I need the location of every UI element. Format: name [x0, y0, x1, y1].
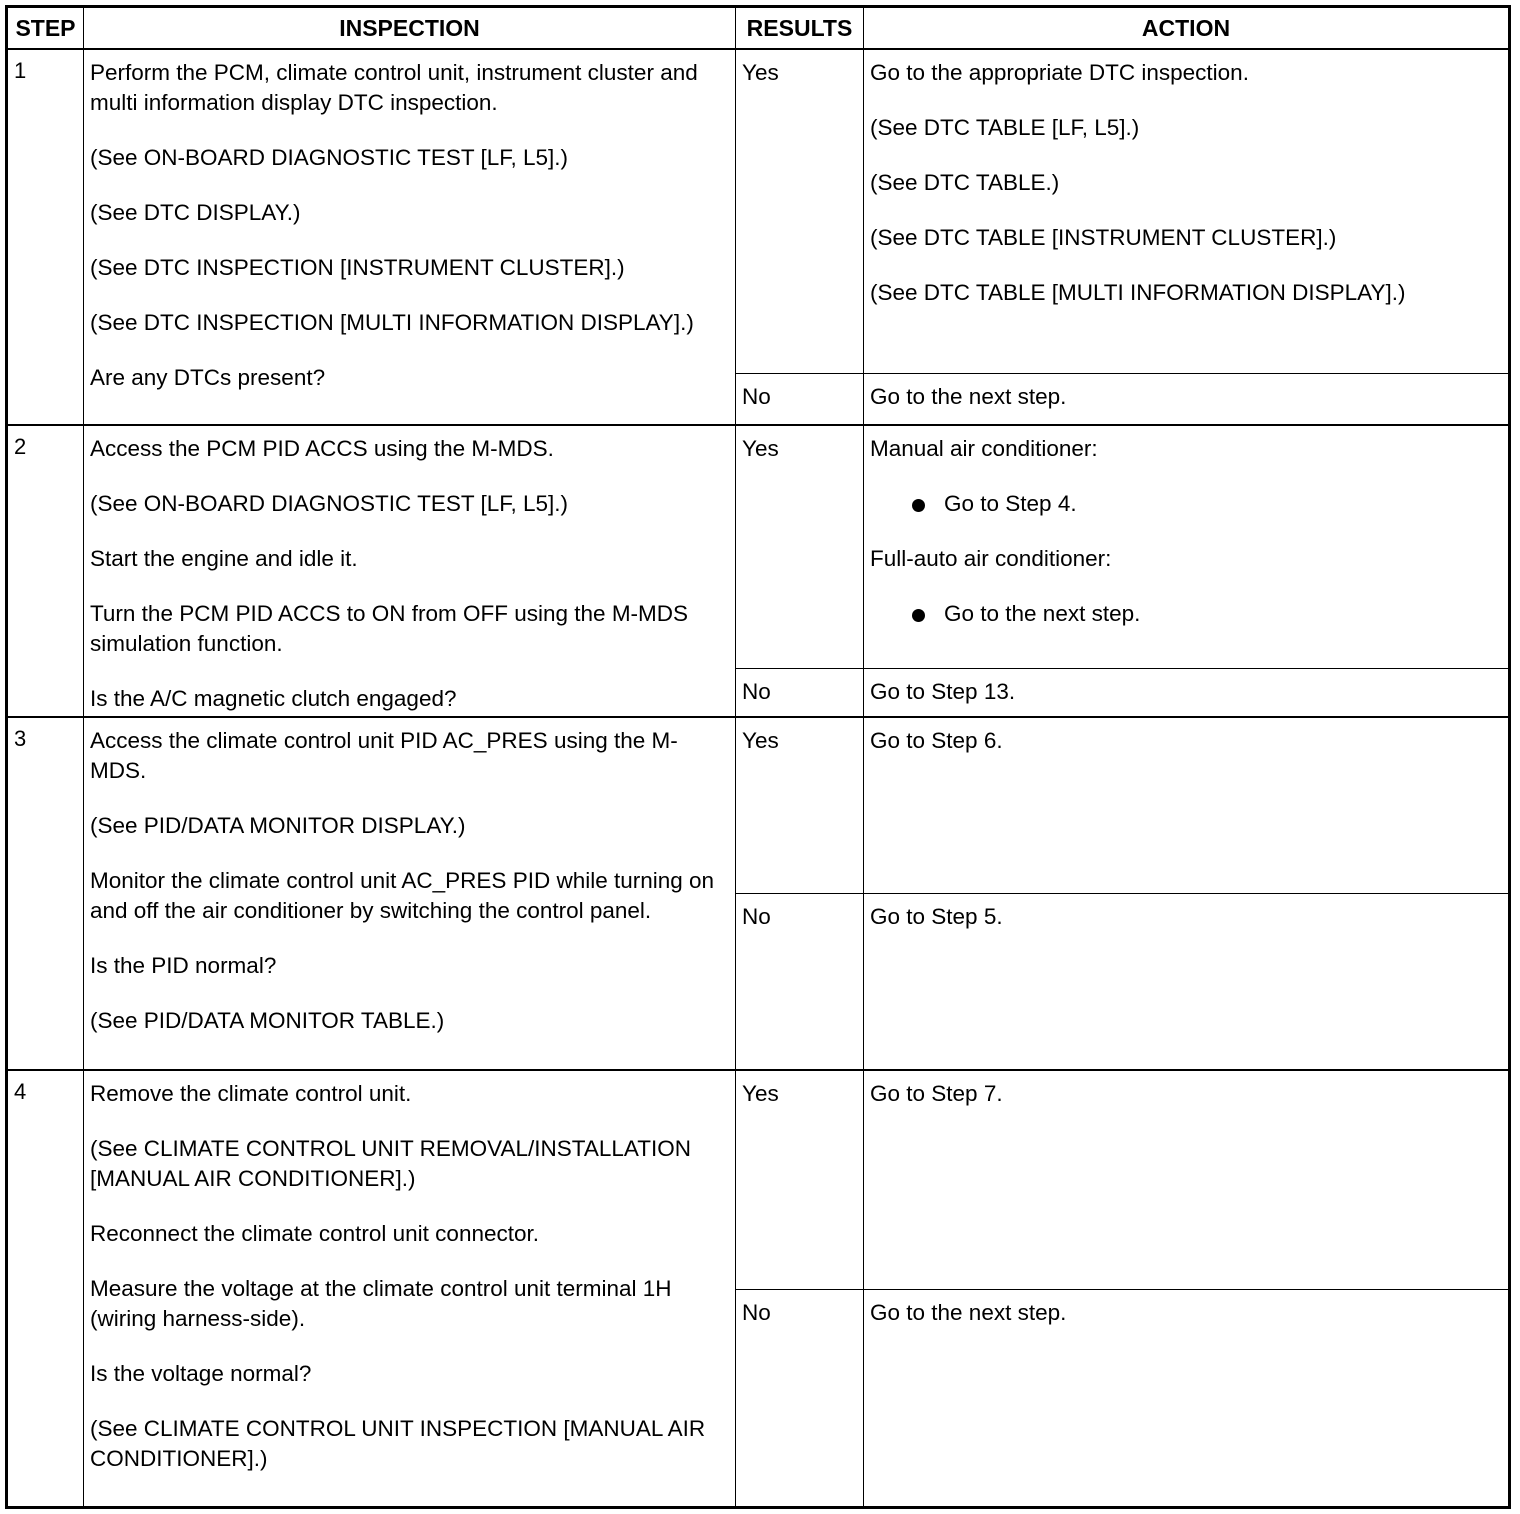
inspection-text: (See CLIMATE CONTROL UNIT INSPECTION [MANUAL AIR CONDITIONER].)	[90, 1416, 706, 1472]
inspection-question: Is the PID normal?	[90, 952, 277, 978]
result-no: No	[736, 894, 864, 1070]
step-inspection	[84, 49, 736, 425]
inspection-text: Perform the PCM, climate control unit, instrument cluster and multi information display DTC inspection.	[90, 60, 698, 115]
action-text: Full-auto air conditioner:	[870, 546, 1112, 572]
step-inspection	[84, 425, 736, 716]
action-text: Manual air conditioner:	[870, 436, 1098, 462]
step-number: 1	[7, 49, 84, 425]
action-yes	[864, 49, 1510, 373]
inspection-text: Remove the climate control unit.	[90, 1081, 412, 1107]
step-inspection	[84, 1070, 736, 1507]
step-4-yes-row	[7, 1070, 1510, 1289]
diagnostic-table	[5, 5, 1511, 1509]
step-1-yes-row	[7, 49, 1510, 373]
inspection-text: (See PID/DATA MONITOR TABLE.)	[90, 1007, 445, 1033]
action-no: Go to the next step.	[864, 373, 1510, 425]
result-yes: Yes	[736, 49, 864, 373]
step-number: 3	[7, 717, 84, 1070]
inspection-question: Is the A/C magnetic clutch engaged?	[90, 686, 457, 712]
header-step: STEP	[7, 7, 84, 50]
result-yes: Yes	[736, 425, 864, 668]
result-yes: Yes	[736, 717, 864, 894]
header-action: ACTION	[864, 7, 1510, 50]
header-inspection: INSPECTION	[84, 7, 736, 50]
action-yes: Go to Step 7.	[864, 1070, 1510, 1289]
bullet-item	[910, 599, 1502, 629]
bullet-dot-icon	[912, 609, 925, 622]
inspection-text: Start the engine and idle it.	[90, 546, 358, 572]
action-no: Go to the next step.	[864, 1289, 1510, 1507]
result-no: No	[736, 373, 864, 425]
inspection-text: Access the climate control unit PID AC_PRES using the M-MDS.	[90, 727, 678, 783]
action-no: Go to Step 5.	[864, 894, 1510, 1070]
step-2-yes-row	[7, 425, 1510, 668]
inspection-text: (See DTC DISPLAY.)	[90, 200, 301, 225]
step-inspection	[84, 717, 736, 1070]
inspection-question: Is the voltage normal?	[90, 1361, 312, 1387]
action-yes	[864, 425, 1510, 668]
action-text: (See DTC TABLE.)	[870, 170, 1060, 195]
header-results: RESULTS	[736, 7, 864, 50]
inspection-text: (See ON-BOARD DIAGNOSTIC TEST [LF, L5].)	[90, 145, 569, 170]
inspection-text: Measure the voltage at the climate control unit terminal 1H (wiring harness-side).	[90, 1276, 672, 1332]
header-row	[7, 7, 1510, 50]
bullet-item	[910, 489, 1502, 519]
step-3-yes-row	[7, 717, 1510, 894]
inspection-text: (See DTC INSPECTION [INSTRUMENT CLUSTER].)	[90, 255, 625, 280]
action-text: Go to the appropriate DTC inspection.	[870, 60, 1249, 85]
inspection-text: (See CLIMATE CONTROL UNIT REMOVAL/INSTALLATION [MANUAL AIR CONDITIONER].)	[90, 1136, 691, 1192]
step-number: 4	[7, 1070, 84, 1507]
action-text: (See DTC TABLE [LF, L5].)	[870, 115, 1140, 140]
result-no: No	[736, 669, 864, 717]
action-text: (See DTC TABLE [INSTRUMENT CLUSTER].)	[870, 225, 1337, 250]
inspection-text: (See PID/DATA MONITOR DISPLAY.)	[90, 812, 466, 838]
inspection-text: Access the PCM PID ACCS using the M-MDS.	[90, 436, 554, 462]
action-yes: Go to Step 6.	[864, 717, 1510, 894]
inspection-text: (See ON-BOARD DIAGNOSTIC TEST [LF, L5].)	[90, 491, 569, 517]
inspection-question: Are any DTCs present?	[90, 365, 326, 390]
inspection-text: Turn the PCM PID ACCS to ON from OFF using the M-MDS simulation function.	[90, 601, 689, 657]
inspection-text: (See DTC INSPECTION [MULTI INFORMATION DISPLAY].)	[90, 310, 694, 335]
bullet-text: Go to the next step.	[944, 601, 1141, 627]
inspection-text: Reconnect the climate control unit connector.	[90, 1221, 540, 1247]
action-no: Go to Step 13.	[864, 669, 1510, 717]
bullet-dot-icon	[912, 499, 925, 512]
bullet-text: Go to Step 4.	[944, 491, 1077, 517]
step-number: 2	[7, 425, 84, 716]
inspection-text: Monitor the climate control unit AC_PRES PID while turning on and off the air conditioner by switching the control panel.	[90, 867, 715, 923]
action-text: (See DTC TABLE [MULTI INFORMATION DISPLAY].)	[870, 280, 1406, 305]
result-no: No	[736, 1289, 864, 1507]
result-yes: Yes	[736, 1070, 864, 1289]
